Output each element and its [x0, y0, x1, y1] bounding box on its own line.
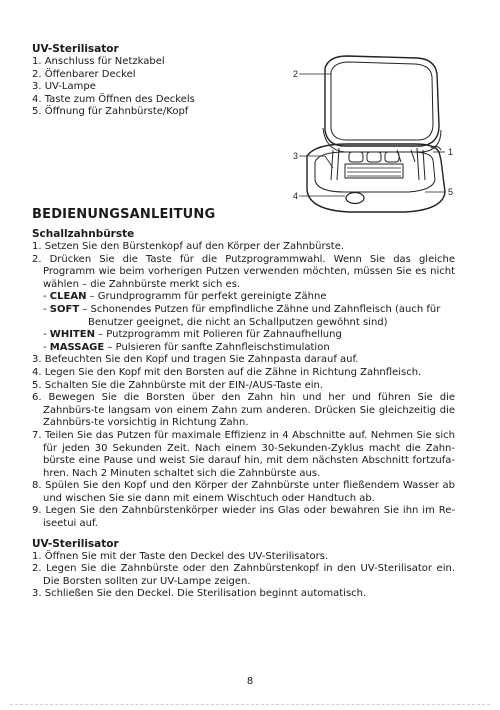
instruction-step: 3. Befeuchten Sie den Kopf und tragen Sie Zahnpasta darauf auf. [32, 354, 359, 366]
callout-3: 3 [293, 151, 299, 161]
parts-item: 5. Öffnung für Zahnbürste/Kopf [32, 106, 189, 118]
uv-sterilizer-illustration [285, 52, 460, 214]
instruction-step: 1. Setzen Sie den Bürstenkopf auf den Körper der Zahnbürste. [32, 241, 345, 252]
instruction-step: 2. Drücken Sie die Taste für die Putzprogrammwahl. Wenn Sie das gleiche Programm wie beim vorherigen Putzen verwenden möchten, müssen Sie es nicht wählen – die Zahnbürste merkt sich es. [32, 253, 455, 290]
toothbrush-title: Schallzahnbürste [32, 228, 135, 240]
section-heading: BEDIENUNGSANLEITUNG [32, 207, 216, 222]
page-number: 8 [246, 676, 254, 687]
instruction-step: 7. Teilen Sie das Putzen für maximale Effizienz in 4 Abschnitte auf. Nehmen Sie sich für jeden 30 Sekunden Zeit. Nach einem 30-Sekunden-Zyklus macht die Zahn-bürste eine Pause und weist Sie darauf hin, mit dem nächsten Abschnitt fortzufa-hren. Nach 2 Minuten schaltet sich die Zahnbürste aus. [32, 429, 455, 479]
instruction-step: 6. Bewegen Sie die Borsten über den Zahn hin und her und führen Sie die Zahnbürs-te langsam von einem Zahn zum anderen. Drücken Sie gleichzeitig die Zahnbürs-te vorsichtig in Richtung Zahn. [32, 392, 455, 429]
callout-1: 1 [448, 147, 454, 157]
mode-massage: - MASSAGE – Pulsieren für sanfte Zahnfleischstimulation [43, 341, 330, 353]
parts-list-title: UV-Sterilisator [32, 43, 119, 55]
instruction-step: 3. Schließen Sie den Deckel. Die Sterilisation beginnt automatisch. [32, 588, 367, 600]
callout-4: 4 [293, 191, 299, 201]
callout-2: 2 [293, 69, 299, 79]
parts-item: 1. Anschluss für Netzkabel [32, 56, 165, 67]
instruction-step: 8. Spülen Sie den Kopf und den Körper der Zahnbürste unter fließendem Wasser ab und wischen Sie sie dann mit einem Wischtuch oder Handtuch ab. [32, 480, 455, 504]
instructions [32, 207, 455, 601]
mode-whiten: - WHITEN – Putzprogramm mit Polieren für Zahnaufhellung [43, 329, 342, 341]
mode-soft: - SOFT – Schonendes Putzen für empfindliche Zähne und Zahnfleisch (auch für [43, 303, 441, 315]
mode-soft-continuation: Benutzer geeignet, die nicht an Schallputzen gewöhnt sind) [88, 316, 388, 328]
mode-clean: - CLEAN – Grundprogramm für perfekt gereinigte Zähne [43, 291, 327, 303]
parts-item: 2. Öffenbarer Deckel [32, 68, 136, 80]
instruction-step: 1. Öffnen Sie mit der Taste den Deckel des UV-Sterilisators. [32, 550, 329, 562]
parts-list [32, 42, 272, 119]
instruction-step: 5. Schalten Sie die Zahnbürste mit der EIN-/AUS-Taste ein. [32, 379, 324, 391]
parts-item: 4. Taste zum Öffnen des Deckels [32, 93, 195, 105]
sterilizer-title: UV-Sterilisator [32, 537, 119, 550]
callout-5: 5 [448, 187, 454, 197]
parts-item: 3. UV-Lampe [32, 81, 96, 93]
instruction-step: 9. Legen Sie den Zahnbürstenkörper wieder ins Glas oder bewahren Sie ihn im Re-iseetui auf. [32, 505, 455, 530]
page-bottom-divider [10, 704, 490, 705]
instruction-step: 4. Legen Sie den Kopf mit den Borsten auf die Zähne in Richtung Zahnfleisch. [32, 366, 422, 378]
instruction-step: 2. Legen Sie die Zahnbürste oder den Zahnbürstenkopf in den UV-Sterilisator ein. Die Borsten sollten zur UV-Lampe zeigen. [32, 563, 455, 587]
